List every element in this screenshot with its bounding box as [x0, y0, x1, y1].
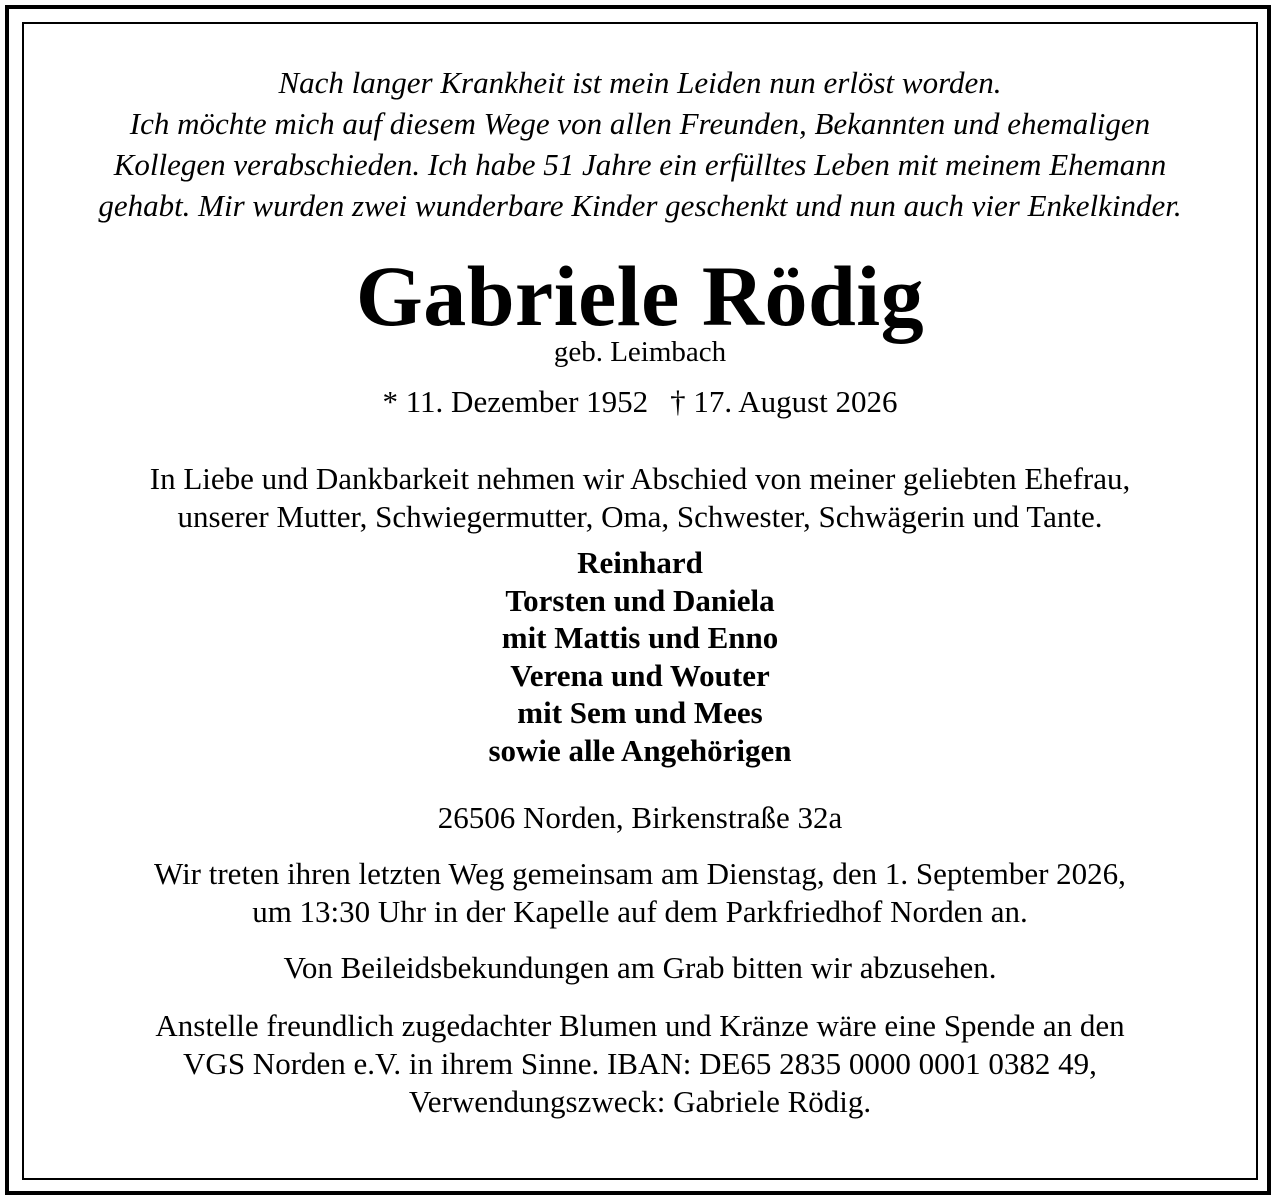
family-line: Reinhard: [577, 545, 703, 580]
life-dates: [40, 384, 1240, 420]
family-line: mit Mattis und Enno: [501, 620, 779, 655]
intro-text: [40, 0, 1240, 226]
farewell-text: [40, 460, 1240, 536]
condolence-note: Von Beileidsbekundungen am Grab bitten wir abzusehen.: [283, 950, 997, 985]
farewell-line: unserer Mutter, Schwiegermutter, Oma, Schwester, Schwägerin und Tante.: [177, 499, 1103, 534]
service-line: Wir treten ihren letzten Weg gemeinsam am Dienstag, den 1. September 2026,: [154, 856, 1126, 891]
family-line: sowie alle Angehörigen: [488, 732, 792, 768]
donation-line: Verwendungszweck: Gabriele Rödig.: [408, 1084, 872, 1119]
donation-line: Anstelle freundlich zugedachter Blumen und Kränze wäre eine Spende an den: [155, 1008, 1125, 1043]
maiden-name: geb. Leimbach: [553, 336, 727, 368]
family-line: Torsten und Daniela: [505, 582, 775, 618]
intro-line: Ich möchte mich auf diesem Wege von allen Freunden, Bekannten und ehemaligen: [129, 106, 1151, 141]
family-signatures: [40, 544, 1240, 769]
deceased-name: Gabriele Rödig: [355, 248, 925, 344]
intro-line: gehabt. Mir wurden zwei wunderbare Kinder geschenkt und nun auch vier Enkelkinder.: [98, 188, 1182, 223]
family-address: 26506 Norden, Birkenstraße 32a: [437, 800, 843, 835]
intro-line: Nach langer Krankheit ist mein Leiden nun erlöst worden.: [278, 65, 1002, 100]
family-line: mit Sem und Mees: [517, 695, 763, 730]
donation-line: VGS Norden e.V. in ihrem Sinne. IBAN: DE65 2835 0000 0001 0382 49,: [183, 1046, 1097, 1081]
death-date: † 17. August 2026: [670, 384, 898, 419]
funeral-service-info: [40, 855, 1240, 931]
intro-line: Kollegen verabschieden. Ich habe 51 Jahre ein erfülltes Leben mit meinem Ehemann: [113, 147, 1167, 182]
farewell-line: In Liebe und Dankbarkeit nehmen wir Abschied von meiner geliebten Ehefrau,: [149, 461, 1131, 496]
birth-date: * 11. Dezember 1952: [382, 384, 649, 419]
donation-info: [40, 1007, 1240, 1121]
obituary-notice: [40, 0, 1240, 1121]
family-line: Verena und Wouter: [510, 657, 770, 693]
service-line: um 13:30 Uhr in der Kapelle auf dem Parkfriedhof Norden an.: [252, 894, 1028, 929]
